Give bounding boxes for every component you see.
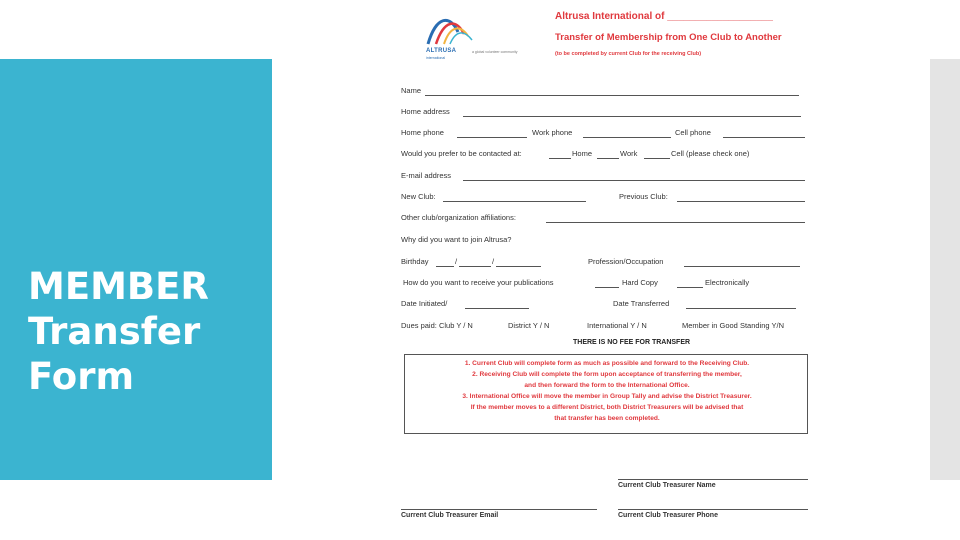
dates-row <box>401 299 806 311</box>
profession-label: Profession/Occupation <box>588 257 664 266</box>
electronically-label: Electronically <box>705 278 750 287</box>
receive-pubs-label: How do you want to receive your publications <box>403 278 554 287</box>
home-check-field[interactable] <box>549 158 571 159</box>
dues-club-label: Dues paid: Club Y / N <box>401 321 473 330</box>
affiliations-field[interactable] <box>546 222 805 223</box>
new-club-field[interactable] <box>443 201 586 202</box>
date-transferred-label: Date Transferred <box>613 299 670 308</box>
form-header-line2: Transfer of Membership from One Club to Another <box>555 32 782 43</box>
birthday-slash: / <box>455 257 458 266</box>
hard-copy-label: Hard Copy <box>622 278 658 287</box>
transfer-form-document <box>380 0 820 540</box>
contact-pref-label: Would you prefer to be contacted at: <box>401 149 522 158</box>
treasurer-email-label: Current Club Treasurer Email <box>401 512 499 519</box>
hard-copy-check-field[interactable] <box>595 287 619 288</box>
logo-name: ALTRUSA <box>426 48 457 54</box>
electronic-check-field[interactable] <box>677 287 703 288</box>
slide-title <box>28 264 209 399</box>
clubs-row <box>401 192 806 204</box>
instruction-line: and then forward the form to the International Office. <box>524 382 690 389</box>
why-join-row <box>401 235 701 247</box>
work-phone-field[interactable] <box>583 137 671 138</box>
scrollbar[interactable] <box>930 59 960 480</box>
previous-club-label: Previous Club: <box>619 192 668 201</box>
instruction-line: that transfer has been completed. <box>554 415 660 422</box>
form-header-note: (to be completed by current Club for the receiving Club) <box>555 51 702 57</box>
form-header-line1: Altrusa International of ___________________ <box>555 11 773 22</box>
treasurer-email-field[interactable] <box>401 509 597 510</box>
date-transferred-field[interactable] <box>686 308 796 309</box>
home-address-label: Home address <box>401 107 450 116</box>
work-check-field[interactable] <box>597 158 619 159</box>
date-initiated-label: Date Initiated/ <box>401 299 448 308</box>
dues-district-label: District Y / N <box>508 321 550 330</box>
name-field[interactable] <box>425 95 799 96</box>
contact-pref-row <box>401 149 801 161</box>
home-address-field[interactable] <box>463 116 801 117</box>
dues-international-label: International Y / N <box>587 321 647 330</box>
dues-row <box>401 321 811 333</box>
name-label: Name <box>401 86 422 95</box>
home-phone-label: Home phone <box>401 128 444 137</box>
treasurer-phone-field[interactable] <box>618 509 808 510</box>
instruction-line: 3. International Office will move the member in Group Tally and advise the District Treasurer. <box>462 393 752 400</box>
slide-title-line: Form <box>28 355 134 398</box>
treasurer-phone-label: Current Club Treasurer Phone <box>618 512 718 519</box>
logo-swoosh-icon <box>422 10 492 50</box>
title-panel <box>0 59 272 480</box>
birthday-row <box>401 257 806 269</box>
why-join-label: Why did you want to join Altrusa? <box>401 235 512 244</box>
instructions-box <box>404 354 808 434</box>
good-standing-label: Member in Good Standing Y/N <box>682 321 785 330</box>
home-option-label: Home <box>572 149 593 158</box>
treasurer-name-label: Current Club Treasurer Name <box>618 482 716 489</box>
birthday-day-field[interactable] <box>459 266 491 267</box>
name-row <box>401 86 801 98</box>
logo-tagline: a global volunteer community <box>472 50 518 54</box>
instruction-line: If the member moves to a different District, both District Treasurers will be advised that <box>470 404 744 411</box>
altrusa-logo <box>422 10 518 60</box>
work-option-label: Work <box>620 149 638 158</box>
treasurer-name-field[interactable] <box>618 479 808 480</box>
email-label: E-mail address <box>401 171 452 180</box>
date-initiated-field[interactable] <box>465 308 529 309</box>
home-phone-field[interactable] <box>457 137 527 138</box>
email-field[interactable] <box>463 180 805 181</box>
cell-phone-label: Cell phone <box>675 128 711 137</box>
birthday-slash: / <box>492 257 495 266</box>
no-fee-notice: THERE IS NO FEE FOR TRANSFER <box>573 339 691 346</box>
affiliations-row <box>401 213 806 225</box>
publications-row <box>401 278 806 290</box>
email-row <box>401 171 806 183</box>
previous-club-field[interactable] <box>677 201 805 202</box>
profession-field[interactable] <box>684 266 800 267</box>
slide-title-line: MEMBER <box>28 265 209 308</box>
home-address-row <box>401 107 801 119</box>
cell-phone-field[interactable] <box>723 137 805 138</box>
affiliations-label: Other club/organization affiliations: <box>401 213 516 222</box>
cell-option-label: Cell (please check one) <box>671 149 750 158</box>
birthday-month-field[interactable] <box>436 266 454 267</box>
birthday-year-field[interactable] <box>496 266 541 267</box>
instruction-line: 1. Current Club will complete form as much as possible and forward to the Receiving Club. <box>464 360 750 367</box>
instruction-line: 2. Receiving Club will complete the form upon acceptance of transferring the member, <box>472 371 742 378</box>
phone-row <box>401 128 806 140</box>
birthday-label: Birthday <box>401 257 429 266</box>
cell-check-field[interactable] <box>644 158 670 159</box>
work-phone-label: Work phone <box>532 128 573 137</box>
logo-sub: international <box>426 56 446 60</box>
new-club-label: New Club: <box>401 192 436 201</box>
slide-title-line: Transfer <box>28 310 201 353</box>
